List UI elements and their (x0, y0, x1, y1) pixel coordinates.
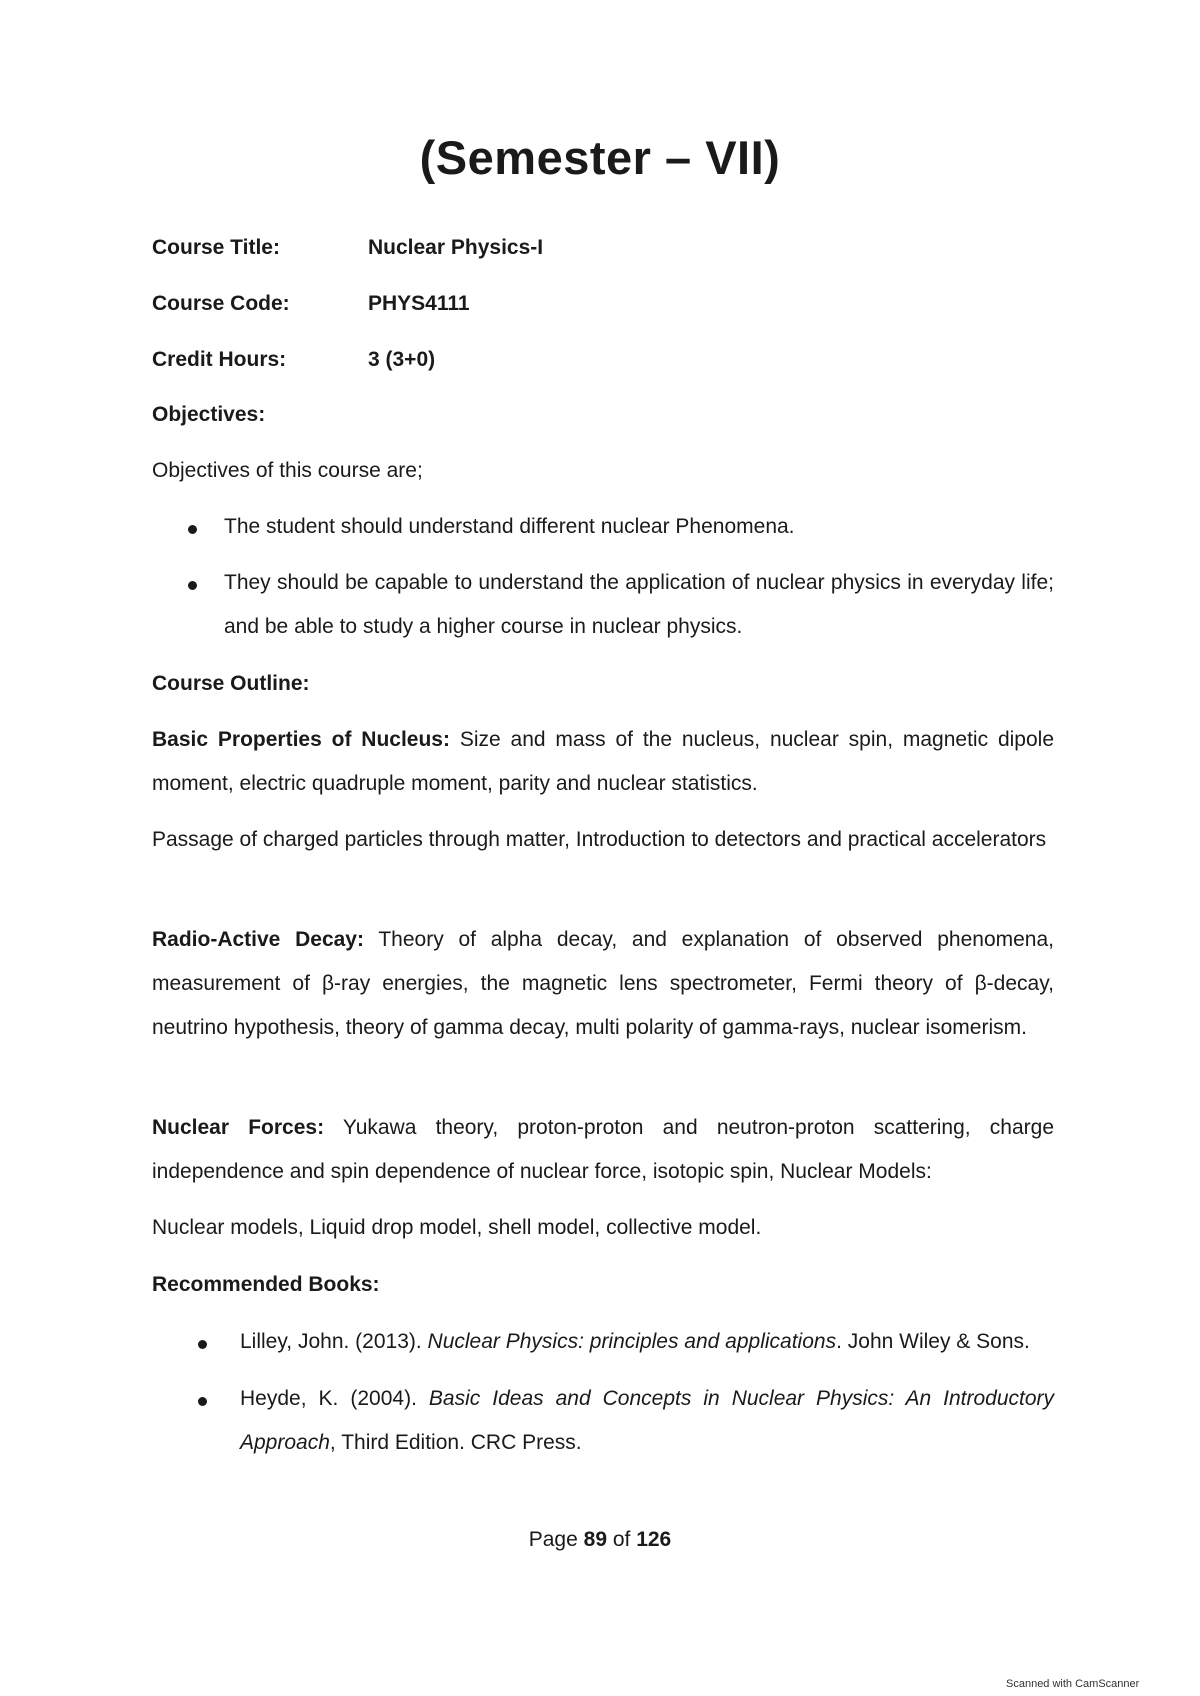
total-pages: 126 (636, 1528, 672, 1551)
credit-hours-value: 3 (3+0) (368, 348, 436, 371)
objective-item: They should be capable to understand the application of nuclear physics in everyday life; and be able to study a higher course in nuclear physics. (224, 571, 1054, 638)
page-word: Page (528, 1528, 578, 1551)
book-item (240, 1320, 1054, 1364)
outline-text: Passage of charged particles through matter, Introduction to detectors and practical accelerators (152, 828, 1047, 851)
objective-item: The student should understand different nuclear Phenomena. (224, 515, 795, 538)
outline-text: Size and mass of the nucleus, nuclear spin, magnetic dipole moment, electric quadruple moment, parity and nuclear statistics. (152, 728, 1054, 795)
recommended-books-heading: Recommended Books: (152, 1273, 380, 1296)
book-author: Heyde, K. (2004). (240, 1387, 429, 1410)
course-title-label: Course Title: (152, 236, 280, 259)
book-item (240, 1377, 1054, 1465)
book-author: Lilley, John. (2013). (240, 1330, 428, 1353)
outline-lead: Basic Properties of Nucleus: (152, 728, 450, 751)
outline-nuclear-forces (152, 1106, 1054, 1194)
outline-text: Yukawa theory, proton-proton and neutron-proton scattering, charge independence and spin dependence of nuclear force, isotopic spin, Nuclear Models: (152, 1116, 1054, 1183)
page-title: (Semester – VII) (419, 131, 781, 184)
outline-lead: Nuclear Forces: (152, 1116, 325, 1139)
bullet-icon (188, 581, 197, 590)
credit-hours-row (152, 346, 435, 374)
course-title-row (152, 234, 543, 262)
outline-text: Nuclear models, Liquid drop model, shell model, collective model. (152, 1216, 762, 1239)
page-number (0, 1526, 1200, 1554)
book-publisher: . John Wiley & Sons. (836, 1330, 1030, 1353)
course-code-row (152, 290, 470, 318)
bullet-icon (198, 1340, 207, 1349)
outline-lead: Radio-Active Decay: (152, 928, 364, 951)
scanner-watermark: Scanned with CamScanner (1006, 1678, 1140, 1690)
outline-text: Theory of alpha decay, and explanation of observed phenomena, measurement of β-ray energies, the magnetic lens spectrometer, Fermi theory of β-decay, neutrino hypothesis, theory of gamma decay, multi polarity of gamma-rays, nuclear isomerism. (152, 928, 1054, 1039)
course-outline-heading: Course Outline: (152, 672, 310, 695)
outline-basic-properties (152, 718, 1054, 806)
course-code-value: PHYS4111 (368, 292, 470, 315)
credit-hours-label: Credit Hours: (152, 348, 287, 371)
of-word: of (612, 1528, 631, 1551)
book-title: Nuclear Physics: principles and applications (427, 1330, 837, 1353)
outline-nuclear-models (152, 1206, 1054, 1250)
bullet-icon (188, 525, 197, 534)
course-title-value: Nuclear Physics-I (368, 236, 544, 259)
outline-radioactive-decay (152, 918, 1054, 1050)
outline-passage (152, 818, 1054, 862)
current-page: 89 (583, 1528, 607, 1551)
bullet-icon (198, 1397, 207, 1406)
course-code-label: Course Code: (152, 292, 290, 315)
objectives-intro: Objectives of this course are; (152, 459, 423, 482)
book-publisher: , Third Edition. CRC Press. (329, 1431, 582, 1454)
book-title: Basic Ideas and Concepts in Nuclear Physics: An Introductory Approach (240, 1387, 1055, 1454)
objectives-heading: Objectives: (152, 403, 266, 426)
